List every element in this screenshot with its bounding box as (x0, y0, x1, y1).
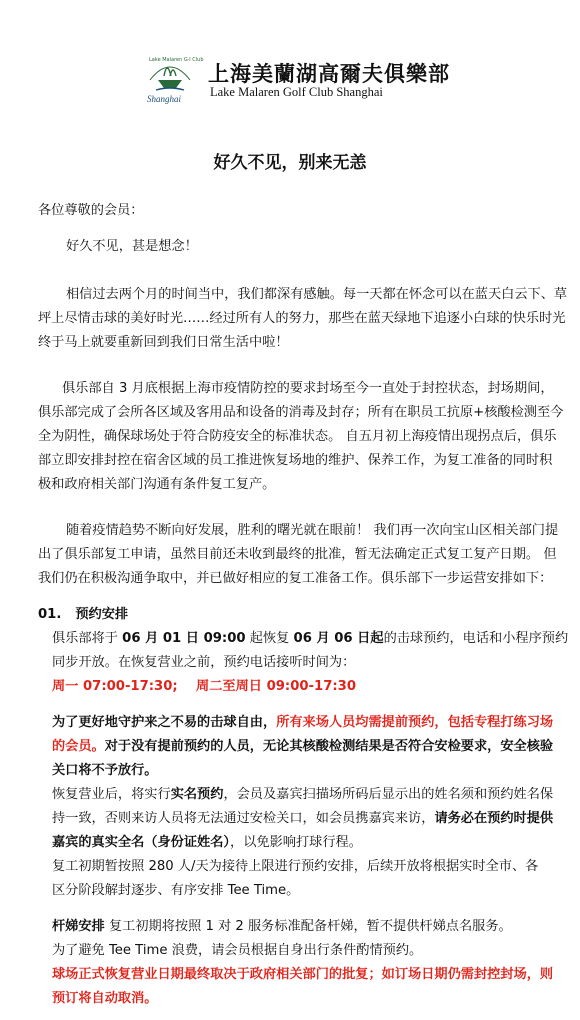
real-name-text-b: ，会员及嘉宾扫描场所码后显示出的姓名须和预约姓名保 (223, 787, 554, 802)
paragraph-1-line-2: 坪上尽情击球的美好时光……经过所有人的努力，那些在蓝天绿地下追逐小白球的快乐时光 (38, 311, 566, 326)
section-1-number: 01. (38, 607, 62, 622)
paragraph-2-line-3: 全为阴性，确保球场处于符合防疫安全的标准状态。 自五月初上海疫情出现拐点后，俱乐 (38, 429, 557, 444)
booking-text-b: 起恢复 (245, 631, 294, 646)
letter-title: 好久不见，别来无恙 (213, 153, 367, 173)
booking-line-1 (52, 627, 569, 651)
paragraph-3-line-1: 随着疫情趋势不断向好发展，胜利的曙光就在眼前！ 我们再一次向宝山区相关部门提 (66, 523, 559, 538)
caddie-line-3: 球场正式恢复营业日期最终取决于政府相关部门的批复；如订场日期仍需封控封场，则 (52, 967, 554, 982)
real-name-line-3 (52, 831, 560, 855)
real-name-bold: 实名预约 (170, 787, 224, 802)
real-name-text-d: ，以免影响打球行程。 (230, 835, 362, 850)
real-name-text-a: 恢复营业后，将实行 (52, 787, 171, 802)
paragraph-2-line-1: 俱乐部自 3 月底根据上海市疫情防控的要求封场至今一直处于封控状态，封场期间， (62, 381, 554, 396)
paragraph-2-line-2: 俱乐部完成了会所各区域及客用品和设备的消毒及封存；所有在职员工抗原+核酸检测至今 (38, 405, 564, 420)
booking-rule-red-1: 所有来场人员均需提前预约，包括专程打练习场 (276, 715, 554, 730)
brand-name-english: Lake Malaren Golf Club Shanghai (210, 85, 383, 99)
paragraph-3-line-3: 我们仍在积极沟通争取中，并已做好相应的复工准备工作。俱乐部下一步运营安排如下： (38, 571, 553, 586)
booking-rule-line-3: 关口将不予放行。 (52, 763, 158, 778)
section-1-heading (38, 603, 546, 627)
caddie-text: 复工初期将按照 1 对 2 服务标准配备杆娣，暂不提供杆娣点名服务。 (104, 919, 512, 934)
real-name-text-c: 持一致，否则来访人员将无法通过安检关口，如会员携嘉宾来访， (52, 811, 435, 826)
booking-text-c: 的击球预约，电话和小程序预约 (383, 631, 569, 646)
logo-city-text: Shanghai (147, 94, 182, 104)
salutation: 各位尊敬的会员： (38, 203, 144, 218)
booking-rule-red-2: 的会员。 (52, 739, 105, 754)
club-logo (140, 50, 204, 108)
paragraph-1-line-3: 终于马上就要重新回到我们日常生活中啦！ (38, 335, 289, 350)
paragraph-2-line-4: 部立即安排封控在宿舍区域的员工推进恢复场地的维护、保养工作，为复工准备的同时积 (38, 453, 553, 468)
caddie-line-1 (52, 915, 560, 939)
section-1-title: 预约安排 (75, 607, 129, 622)
booking-text-a: 俱乐部将于 (52, 631, 123, 646)
booking-play-date: 06 月 06 日起 (293, 631, 384, 646)
paragraph-1-line-1: 相信过去两个月的时间当中，我们都深有感触。每一天都在怀念可以在蓝天白云下、草 (66, 287, 568, 302)
logo-arc-text: Lake Malaren G·l Club (149, 57, 204, 63)
real-name-bold-2: 请务必在预约时提供 (434, 811, 554, 826)
capacity-line-1: 复工初期暂按照 280 人/天为接待上限进行预约安排，后续开放将根据实时全市、各 (52, 859, 539, 874)
booking-rule-black-2: 对于没有提前预约的人员，无论其核酸检测结果是否符合安检要求，安全核验 (104, 739, 554, 754)
phone-hours (52, 675, 560, 699)
booking-rule-intro: 为了更好地守护来之不易的击球自由， (52, 715, 277, 730)
greeting: 好久不见，甚是想念！ (66, 239, 198, 254)
phone-hours-weekday: 周一 07:00-17:30; (52, 679, 178, 694)
caddie-line-4: 预订将自动取消。 (52, 991, 158, 1006)
booking-open-date: 06 月 01 日 09:00 (122, 631, 246, 646)
real-name-line-1 (52, 783, 560, 807)
real-name-line-2 (52, 807, 560, 831)
caddie-line-2: 为了避免 Tee Time 浪费，请会员根据自身出行条件酌情预约。 (52, 943, 423, 958)
capacity-line-2: 区分阶段解封逐步、有序安排 Tee Time。 (52, 883, 300, 898)
paragraph-3-line-2: 出了俱乐部复工申请，虽然目前还未收到最终的批准，暂无法确定正式复工复产日期。 但 (38, 547, 557, 562)
brand-name-chinese: 上海美蘭湖高爾夫俱樂部 (208, 61, 450, 86)
club-header (140, 50, 460, 110)
paragraph-2-line-5: 极和政府相关部门沟通有条件复工复产。 (38, 477, 276, 492)
caddie-heading: 杆娣安排 (52, 919, 105, 934)
booking-rule-line-1 (52, 711, 560, 735)
booking-line-2: 同步开放。在恢复营业之前，预约电话接听时间为： (52, 655, 356, 670)
real-name-bold-3: 嘉宾的真实全名（身份证姓名） (52, 835, 231, 850)
booking-rule-line-2 (52, 735, 560, 759)
phone-hours-weekend: 周二至周日 09:00-17:30 (196, 679, 357, 694)
